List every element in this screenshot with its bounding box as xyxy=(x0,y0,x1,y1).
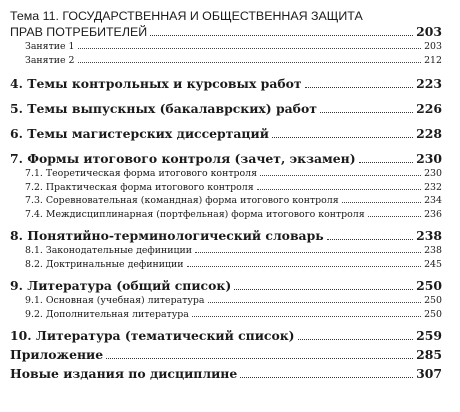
toc-subentry-8-1[interactable] xyxy=(10,244,442,258)
toc-page-number: 223 xyxy=(416,76,442,91)
leader-dots xyxy=(359,162,414,163)
toc-subentry-7-4[interactable] xyxy=(10,208,442,222)
toc-subentry-title: 7.1. Теоретическая форма итогового контроля xyxy=(25,168,258,179)
toc-subentry-title: 7.2. Практическая форма итогового контроля xyxy=(25,181,254,193)
leader-dots xyxy=(260,175,421,176)
toc-page-number: 232 xyxy=(424,181,442,193)
toc-subentry-8-2[interactable] xyxy=(10,258,442,272)
leader-dots xyxy=(320,112,413,113)
leader-dots xyxy=(298,339,414,340)
toc-subentry-7-1[interactable] xyxy=(10,167,442,181)
toc-page-number: 250 xyxy=(416,278,442,293)
toc-page-number: 203 xyxy=(424,41,442,52)
leader-dots xyxy=(106,358,413,359)
leader-dots xyxy=(192,316,421,317)
toc-entry-title: 7. Формы итогового контроля (зачет, экзамен) xyxy=(10,151,356,166)
toc-entry-section-6[interactable] xyxy=(10,126,442,142)
toc-entry-topic-11[interactable] xyxy=(10,8,442,40)
toc-entry-title: Новые издания по дисциплине xyxy=(10,366,238,381)
toc-page-number: 238 xyxy=(424,245,442,256)
leader-dots xyxy=(195,252,421,253)
toc-entry-title: 6. Темы магистерских диссертаций xyxy=(10,126,269,141)
leader-dots xyxy=(150,35,413,36)
toc-page-number: 226 xyxy=(416,101,442,116)
toc-subentry-lesson-2[interactable] xyxy=(10,54,442,68)
toc-entry-title: 4. Темы контрольных и курсовых работ xyxy=(10,76,302,91)
leader-dots xyxy=(78,48,422,49)
toc-page-number: 236 xyxy=(424,208,442,220)
toc-subentry-title: Занятие 1 xyxy=(25,41,75,52)
toc-entry-section-4[interactable] xyxy=(10,76,442,92)
toc-page-number: 230 xyxy=(424,168,442,179)
leader-dots xyxy=(208,302,422,303)
toc-page-number: 307 xyxy=(416,366,442,381)
toc-entry-section-7[interactable] xyxy=(10,151,442,167)
toc-subentry-lesson-1[interactable] xyxy=(10,40,442,54)
toc-page-number: 230 xyxy=(416,151,442,166)
leader-dots xyxy=(305,87,414,88)
leader-dots xyxy=(368,216,421,217)
toc-page-number: 228 xyxy=(416,126,442,141)
toc-entry-appendix[interactable] xyxy=(10,347,442,363)
leader-dots xyxy=(240,377,413,378)
leader-dots xyxy=(272,137,413,138)
toc-page-number: 234 xyxy=(424,195,442,206)
toc-entry-title: Приложение xyxy=(10,347,104,362)
toc-subentry-title: 7.4. Междисциплинарная (портфельная) форма итогового контроля xyxy=(25,208,365,220)
toc-entry-section-10[interactable] xyxy=(10,328,442,344)
toc-entry-title-line1: Тема 11. ГОСУДАРСТВЕННАЯ И ОБЩЕСТВЕННАЯ ЗАЩИТА xyxy=(10,9,363,23)
toc-subentry-title: 9.1. Основная (учебная) литература xyxy=(25,295,205,306)
toc-page-number: 238 xyxy=(416,228,442,243)
toc-subentry-7-3[interactable] xyxy=(10,194,442,208)
toc-subentry-title: 7.3. Соревновательная (командная) форма итогового контроля xyxy=(25,195,339,206)
toc-page-number: 250 xyxy=(424,295,442,306)
toc-entry-section-9[interactable] xyxy=(10,278,442,294)
toc-subentry-9-1[interactable] xyxy=(10,294,442,308)
table-of-contents xyxy=(10,8,442,382)
leader-dots xyxy=(187,266,422,267)
toc-page-number: 285 xyxy=(416,347,442,362)
toc-entry-title: 10. Литература (тематический список) xyxy=(10,328,295,343)
toc-page-number: 250 xyxy=(424,308,442,320)
toc-subentry-title: Занятие 2 xyxy=(25,54,75,66)
toc-subentry-title: 8.2. Доктринальные дефиниции xyxy=(25,258,184,270)
toc-subentry-7-2[interactable] xyxy=(10,181,442,195)
toc-page-number: 259 xyxy=(416,328,442,343)
leader-dots xyxy=(78,62,422,63)
toc-subentry-title: 9.2. Дополнительная литература xyxy=(25,308,189,320)
toc-page-number: 203 xyxy=(416,24,442,39)
leader-dots xyxy=(327,239,413,240)
toc-entry-title: 5. Темы выпускных (бакалаврских) работ xyxy=(10,101,317,116)
leader-dots xyxy=(234,289,413,290)
toc-entry-section-8[interactable] xyxy=(10,228,442,244)
toc-entry-title: 9. Литература (общий список) xyxy=(10,278,232,293)
toc-subentry-title: 8.1. Законодательные дефиниции xyxy=(25,245,193,256)
toc-entry-new-editions[interactable] xyxy=(10,366,442,382)
toc-entry-title-line2: ПРАВ ПОТРЕБИТЕЛЕЙ xyxy=(10,25,148,39)
toc-entry-title: 8. Понятийно-терминологический словарь xyxy=(10,228,324,243)
toc-page-number: 245 xyxy=(424,258,442,270)
toc-entry-section-5[interactable] xyxy=(10,101,442,117)
leader-dots xyxy=(257,189,421,190)
toc-subentry-9-2[interactable] xyxy=(10,308,442,322)
leader-dots xyxy=(342,202,421,203)
toc-page-number: 212 xyxy=(424,54,442,66)
